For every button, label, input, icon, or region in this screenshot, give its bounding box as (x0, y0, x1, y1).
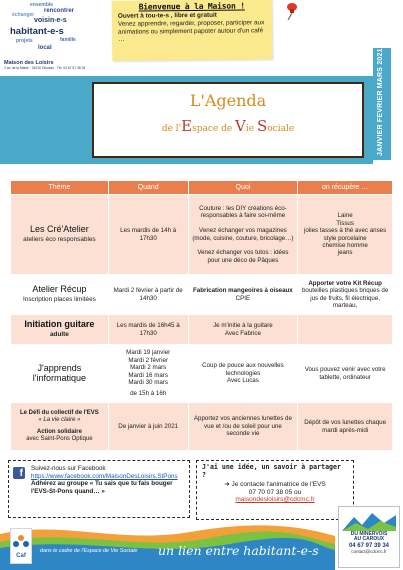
when-cell: Les mardis de 14h à 17h30 (108, 195, 188, 275)
when-line: Mardi 30 mars (128, 378, 168, 386)
arrow-right-icon: ➜ (224, 481, 232, 489)
facebook-link[interactable]: https://www.facebook.com/MaisonDesLoisirs.StPons (31, 472, 178, 480)
agenda-banner (0, 76, 373, 164)
theme-title: J'apprends l'informatique (32, 362, 87, 383)
table-row (11, 315, 393, 345)
what-line: Avec Fabrice (224, 329, 261, 337)
word-cloud (10, 2, 88, 58)
recover-line: jolies tasses à thé avec anses style porcelaine (304, 227, 387, 242)
recover-cell: Dépôt de vos lunettes chaque mardi après-midi (298, 403, 393, 451)
theme-line: Action solidaire (36, 428, 82, 435)
contact-email-link[interactable]: maisondesloisirs@cdcmc.fr (235, 496, 315, 504)
word: échanger (12, 12, 35, 18)
footer-slogan: un lien entre habitant-e-s (158, 543, 319, 558)
table-row (11, 275, 393, 315)
what-line: Couture : les DIY créations éco-responsables à faire soi-même (199, 204, 287, 220)
when-line: Mardi 2 février (128, 356, 168, 364)
welcome-title: Bienvenue à la Maison ! (138, 1, 245, 12)
pushpin-icon (284, 2, 298, 20)
caf-label: Caf (16, 553, 26, 559)
subtitle-part: ociale (267, 124, 295, 134)
when-cell (108, 345, 188, 403)
what-line: Fabrication mangeoires à oiseaux (193, 287, 293, 295)
when-line: Mardi 2 mars (130, 364, 167, 372)
period-tab (373, 48, 391, 160)
what-line: Je m'initie à la guitare (213, 322, 273, 330)
welcome-line-2: Venez apprendre, regarder, proposer, participer aux animations ou simplement papoter autour d'un café … (117, 19, 265, 44)
social-media-box (8, 460, 190, 518)
contact-line (202, 481, 348, 489)
recover-cell (298, 315, 393, 345)
when-line: de 15h à 16h (130, 390, 167, 398)
column-header: Quand (108, 181, 188, 195)
welcome-body (118, 11, 266, 44)
column-header: Thème (11, 181, 109, 195)
theme-cell (11, 275, 109, 315)
theme-title: Les Cré'Atelier (30, 224, 89, 235)
community-email: contact@cdcmc.fr (351, 548, 387, 554)
theme-cell (11, 195, 109, 275)
word: habitant-e-s (10, 26, 64, 37)
recover-cell (298, 195, 393, 275)
table-header-row (11, 181, 393, 195)
subtitle-part: space de (192, 124, 236, 134)
what-line: Venez échanger vos tutos : idées pour une déco de Pâques (197, 249, 289, 264)
subtitle-cap: V (235, 117, 246, 135)
caf-emblem-icon (11, 532, 31, 552)
subtitle-cap: S (256, 117, 268, 135)
recover-cell (298, 275, 393, 315)
agenda-table (10, 180, 393, 451)
recover-line: Tissus (336, 219, 354, 227)
theme-subtitle: Inscription places limitées (23, 295, 96, 303)
theme-line: avec Saint-Pons Optique (26, 435, 93, 442)
what-cell (188, 345, 298, 403)
footer-caption: dans le cadre de l'Espace de Vie Sociale (40, 548, 138, 554)
welcome-note (112, 0, 273, 61)
theme-line: « La vie claire » (38, 417, 81, 424)
word: famille (60, 37, 76, 43)
theme-subtitle: adulte (49, 330, 69, 338)
what-line: Coup de pouce aux nouvelles technologies (202, 362, 284, 377)
recover-line: bouteilles plastiques briques de jus de fruits, fil électrique, marteau, (301, 287, 389, 309)
agenda-title: L'Agenda (189, 91, 267, 110)
community-name-1: DU MINERVOIS (350, 531, 388, 537)
word: rencontrer (44, 8, 75, 14)
community-name-2: AU CAROUX (353, 536, 385, 543)
social-line-2: Adhérez au groupe « Tu sais que tu fais bouger l'EVS-St-Pons quand… » (31, 480, 173, 495)
logo-address: 2 av. de la Mairie · 34210 Olonzac · Tél. 04 67 97 38 34 (4, 66, 86, 70)
subtitle-part: de l' (161, 124, 182, 134)
contact-text: Je contacte l'animatrice de l'EVS (231, 481, 326, 489)
column-header: on récupère … (298, 181, 393, 195)
theme-cell (11, 403, 109, 451)
caf-logo (10, 528, 32, 564)
recover-line: Laine (337, 212, 353, 220)
contact-title: J'ai une idée, un savoir à partager ? (202, 463, 341, 479)
what-cell (188, 275, 298, 315)
welcome-line-1: Ouvert à tou-te-s , libre et gratuit (117, 11, 217, 20)
theme-title: Initiation guitare (24, 319, 95, 330)
contact-phone[interactable]: 07 70 07 38 05 ou (248, 488, 302, 496)
what-line: Venez échanger vos magazines (mode, cuisine, couture, bricolage…) (192, 227, 294, 242)
what-cell (188, 315, 298, 345)
word: ensemble (30, 2, 54, 8)
theme-cell (11, 315, 109, 345)
word: local (38, 45, 52, 51)
social-line-1: Suivez-nous sur Facebook (31, 465, 106, 472)
when-line: Mardi 19 janvier (126, 349, 171, 357)
what-cell (188, 195, 298, 275)
subtitle-cap: E (181, 117, 193, 135)
when-cell: De janvier à juin 2021 (108, 403, 188, 451)
facebook-icon[interactable]: f (13, 467, 25, 479)
what-cell: Apportez vos anciennes lunettes de vue et /ou de soleil pour une seconde vie (188, 403, 298, 451)
community-logo (338, 506, 400, 568)
theme-cell (11, 345, 109, 403)
table-row (11, 195, 393, 275)
when-cell: Les mardis de 16h45 à 17h30 (108, 315, 188, 345)
agenda-subtitle (94, 117, 362, 135)
landscape-icon (342, 509, 396, 531)
word: projets (16, 38, 33, 44)
table-row (11, 345, 393, 403)
table-row (11, 403, 393, 451)
recover-line: jeans (337, 249, 353, 257)
recover-line: Apporter votre Kit Récup (308, 279, 382, 287)
what-line: Avec Lucas (226, 377, 259, 385)
subtitle-part: ie (245, 124, 257, 134)
community-phone: 04 67 97 39 34 (348, 542, 390, 549)
when-line: Mardi 16 mars (128, 371, 168, 379)
period-label: JANVIER FEVRIER MARS 2021 (377, 48, 384, 156)
logo-title: Maison des Loisirs (4, 60, 54, 66)
column-header: Quoi (188, 181, 298, 195)
word: voisin-e-s (34, 17, 67, 24)
theme-title: Atelier Récup (32, 284, 87, 295)
what-line: CPIE (235, 294, 251, 302)
theme-subtitle: ateliers éco responsables (23, 235, 96, 243)
contact-box (196, 460, 354, 520)
agenda-title-box (92, 82, 364, 158)
recover-line: chemise homme (322, 241, 368, 249)
theme-line: Le Défi du collectif de l'EVS (20, 409, 99, 416)
when-cell: Mardi 2 février à partir de 14h30 (108, 275, 188, 315)
recover-cell: Vous pouvez venir avec votre tablette, ordinateur (298, 345, 393, 403)
